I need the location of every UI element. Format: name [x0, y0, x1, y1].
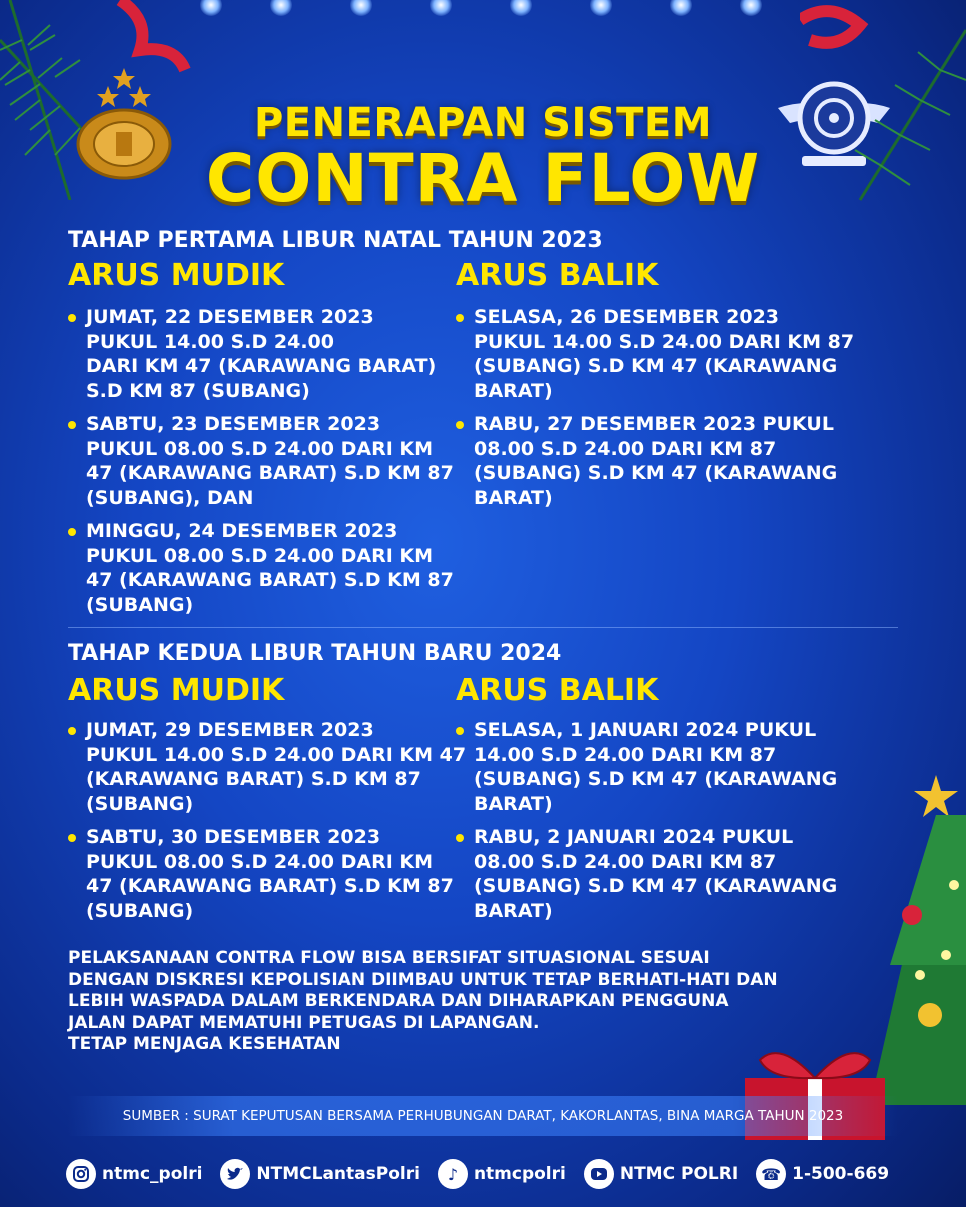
- schedule-line: (SUBANG): [86, 593, 194, 616]
- schedule-line: 08.00 S.D 24.00 DARI KM 87: [474, 850, 777, 873]
- schedule-item: [68, 519, 453, 617]
- title-line-2: CONTRA FLOW: [205, 140, 761, 217]
- schedule-item: [456, 825, 856, 923]
- schedule-item: [456, 305, 856, 403]
- schedule-line: PUKUL 08.00 S.D 24.00 DARI KM: [86, 544, 434, 567]
- title-line-1: PENERAPAN SISTEM: [253, 100, 713, 146]
- schedule-line: 08.00 S.D 24.00 DARI KM 87: [474, 437, 777, 460]
- note-line: DENGAN DISKRESI KEPOLISIAN DIIMBAU UNTUK TETAP BERHATI-HATI DAN: [68, 969, 778, 990]
- phase1-mudik-heading: ARUS MUDIK: [68, 258, 285, 293]
- note-line: TETAP MENJAGA KESEHATAN: [68, 1034, 341, 1054]
- schedule-item: [68, 412, 453, 510]
- schedule-line: (SUBANG) S.D KM 47 (KARAWANG: [474, 768, 838, 790]
- schedule-line: PUKUL 14.00 S.D 24.00: [86, 330, 334, 353]
- phase2-balik-list: [456, 718, 856, 932]
- schedule-line: RABU, 2 JANUARI 2024 PUKUL: [474, 826, 794, 848]
- schedule-line: (SUBANG) S.D KM 47 (KARAWANG: [474, 462, 838, 484]
- social-phone[interactable]: [756, 1159, 889, 1189]
- schedule-line: BARAT): [474, 899, 553, 922]
- phase2-balik-heading: ARUS BALIK: [456, 673, 659, 708]
- schedule-line: MINGGU, 24 DESEMBER 2023: [86, 520, 398, 542]
- schedule-line: DARI KM 47 (KARAWANG BARAT): [86, 355, 437, 377]
- schedule-item: [68, 305, 453, 403]
- schedule-line: PUKUL 14.00 S.D 24.00 DARI KM 47: [86, 743, 467, 766]
- schedule-line: PUKUL 14.00 S.D 24.00 DARI KM 87: [474, 330, 855, 353]
- social-label: ntmcpolri: [473, 1164, 566, 1184]
- schedule-item: [68, 825, 453, 923]
- instagram-icon: [66, 1159, 96, 1189]
- phone-icon: ☎: [756, 1159, 786, 1189]
- social-label: NTMCLantasPolri: [256, 1164, 420, 1184]
- schedule-line: SABTU, 23 DESEMBER 2023: [86, 413, 381, 435]
- schedule-line: SELASA, 1 JANUARI 2024 PUKUL: [474, 719, 817, 741]
- phase2-mudik-list: [68, 718, 467, 932]
- schedule-item: [68, 718, 467, 816]
- schedule-line: SABTU, 30 DESEMBER 2023: [86, 826, 381, 848]
- note-line: LEBIH WASPADA DALAM BERKENDARA DAN DIHARAPKAN PENGGUNA: [68, 991, 729, 1011]
- source-banner: SUMBER : SURAT KEPUTUSAN BERSAMA PERHUBUNGAN DARAT, KAKORLANTAS, BINA MARGA TAHUN 2023: [68, 1096, 898, 1136]
- schedule-line: 47 (KARAWANG BARAT) S.D KM 87: [86, 875, 454, 897]
- schedule-line: (SUBANG) S.D KM 47 (KARAWANG: [474, 355, 838, 377]
- social-links: [66, 1158, 889, 1190]
- schedule-line: BARAT): [474, 486, 553, 509]
- social-label: 1-500-669: [792, 1164, 890, 1184]
- schedule-line: (KARAWANG BARAT) S.D KM 87: [86, 768, 421, 790]
- note-line: JALAN DAPAT MEMATUHI PETUGAS DI LAPANGAN.: [68, 1012, 540, 1033]
- schedule-line: RABU, 27 DESEMBER 2023 PUKUL: [474, 413, 834, 435]
- schedule-line: (SUBANG): [86, 899, 194, 922]
- phase2-mudik-heading: ARUS MUDIK: [68, 673, 285, 708]
- social-twitter[interactable]: [220, 1159, 420, 1189]
- schedule-item: [456, 412, 856, 510]
- phase1-balik-list: [456, 305, 856, 519]
- schedule-line: (SUBANG) S.D KM 47 (KARAWANG: [474, 875, 838, 897]
- youtube-icon: [584, 1159, 614, 1189]
- schedule-line: S.D KM 87 (SUBANG): [86, 379, 310, 402]
- schedule-line: PUKUL 08.00 S.D 24.00 DARI KM: [86, 850, 434, 873]
- schedule-line: SELASA, 26 DESEMBER 2023: [474, 306, 780, 328]
- social-label: ntmc_polri: [102, 1164, 203, 1184]
- phase1-balik-heading: ARUS BALIK: [456, 258, 659, 293]
- twitter-icon: [220, 1159, 250, 1189]
- social-youtube[interactable]: [584, 1159, 738, 1189]
- top-lights-decoration: [180, 0, 780, 20]
- tiktok-icon: ♪: [438, 1159, 468, 1189]
- schedule-line: JUMAT, 22 DESEMBER 2023: [86, 306, 374, 328]
- schedule-line: 47 (KARAWANG BARAT) S.D KM 87: [86, 569, 454, 591]
- schedule-item: [456, 718, 856, 816]
- phase1-mudik-list: [68, 305, 453, 626]
- phase1-title: TAHAP PERTAMA LIBUR NATAL TAHUN 2023: [68, 228, 603, 253]
- schedule-line: BARAT): [474, 792, 553, 815]
- schedule-line: 47 (KARAWANG BARAT) S.D KM 87: [86, 462, 454, 484]
- social-tiktok[interactable]: [438, 1159, 566, 1189]
- schedule-line: BARAT): [474, 379, 553, 402]
- advisory-note: [68, 948, 848, 1056]
- phase2-title: TAHAP KEDUA LIBUR TAHUN BARU 2024: [68, 641, 562, 666]
- schedule-line: (SUBANG): [86, 792, 194, 815]
- schedule-line: PUKUL 08.00 S.D 24.00 DARI KM: [86, 437, 434, 460]
- note-line: PELAKSANAAN CONTRA FLOW BISA BERSIFAT SITUASIONAL SESUAI: [68, 948, 710, 968]
- schedule-line: 14.00 S.D 24.00 DARI KM 87: [474, 743, 777, 766]
- schedule-line: (SUBANG), DAN: [86, 486, 254, 509]
- social-label: NTMC POLRI: [619, 1164, 739, 1184]
- schedule-line: JUMAT, 29 DESEMBER 2023: [86, 719, 374, 741]
- social-instagram[interactable]: [66, 1159, 202, 1189]
- section-divider: [68, 627, 898, 628]
